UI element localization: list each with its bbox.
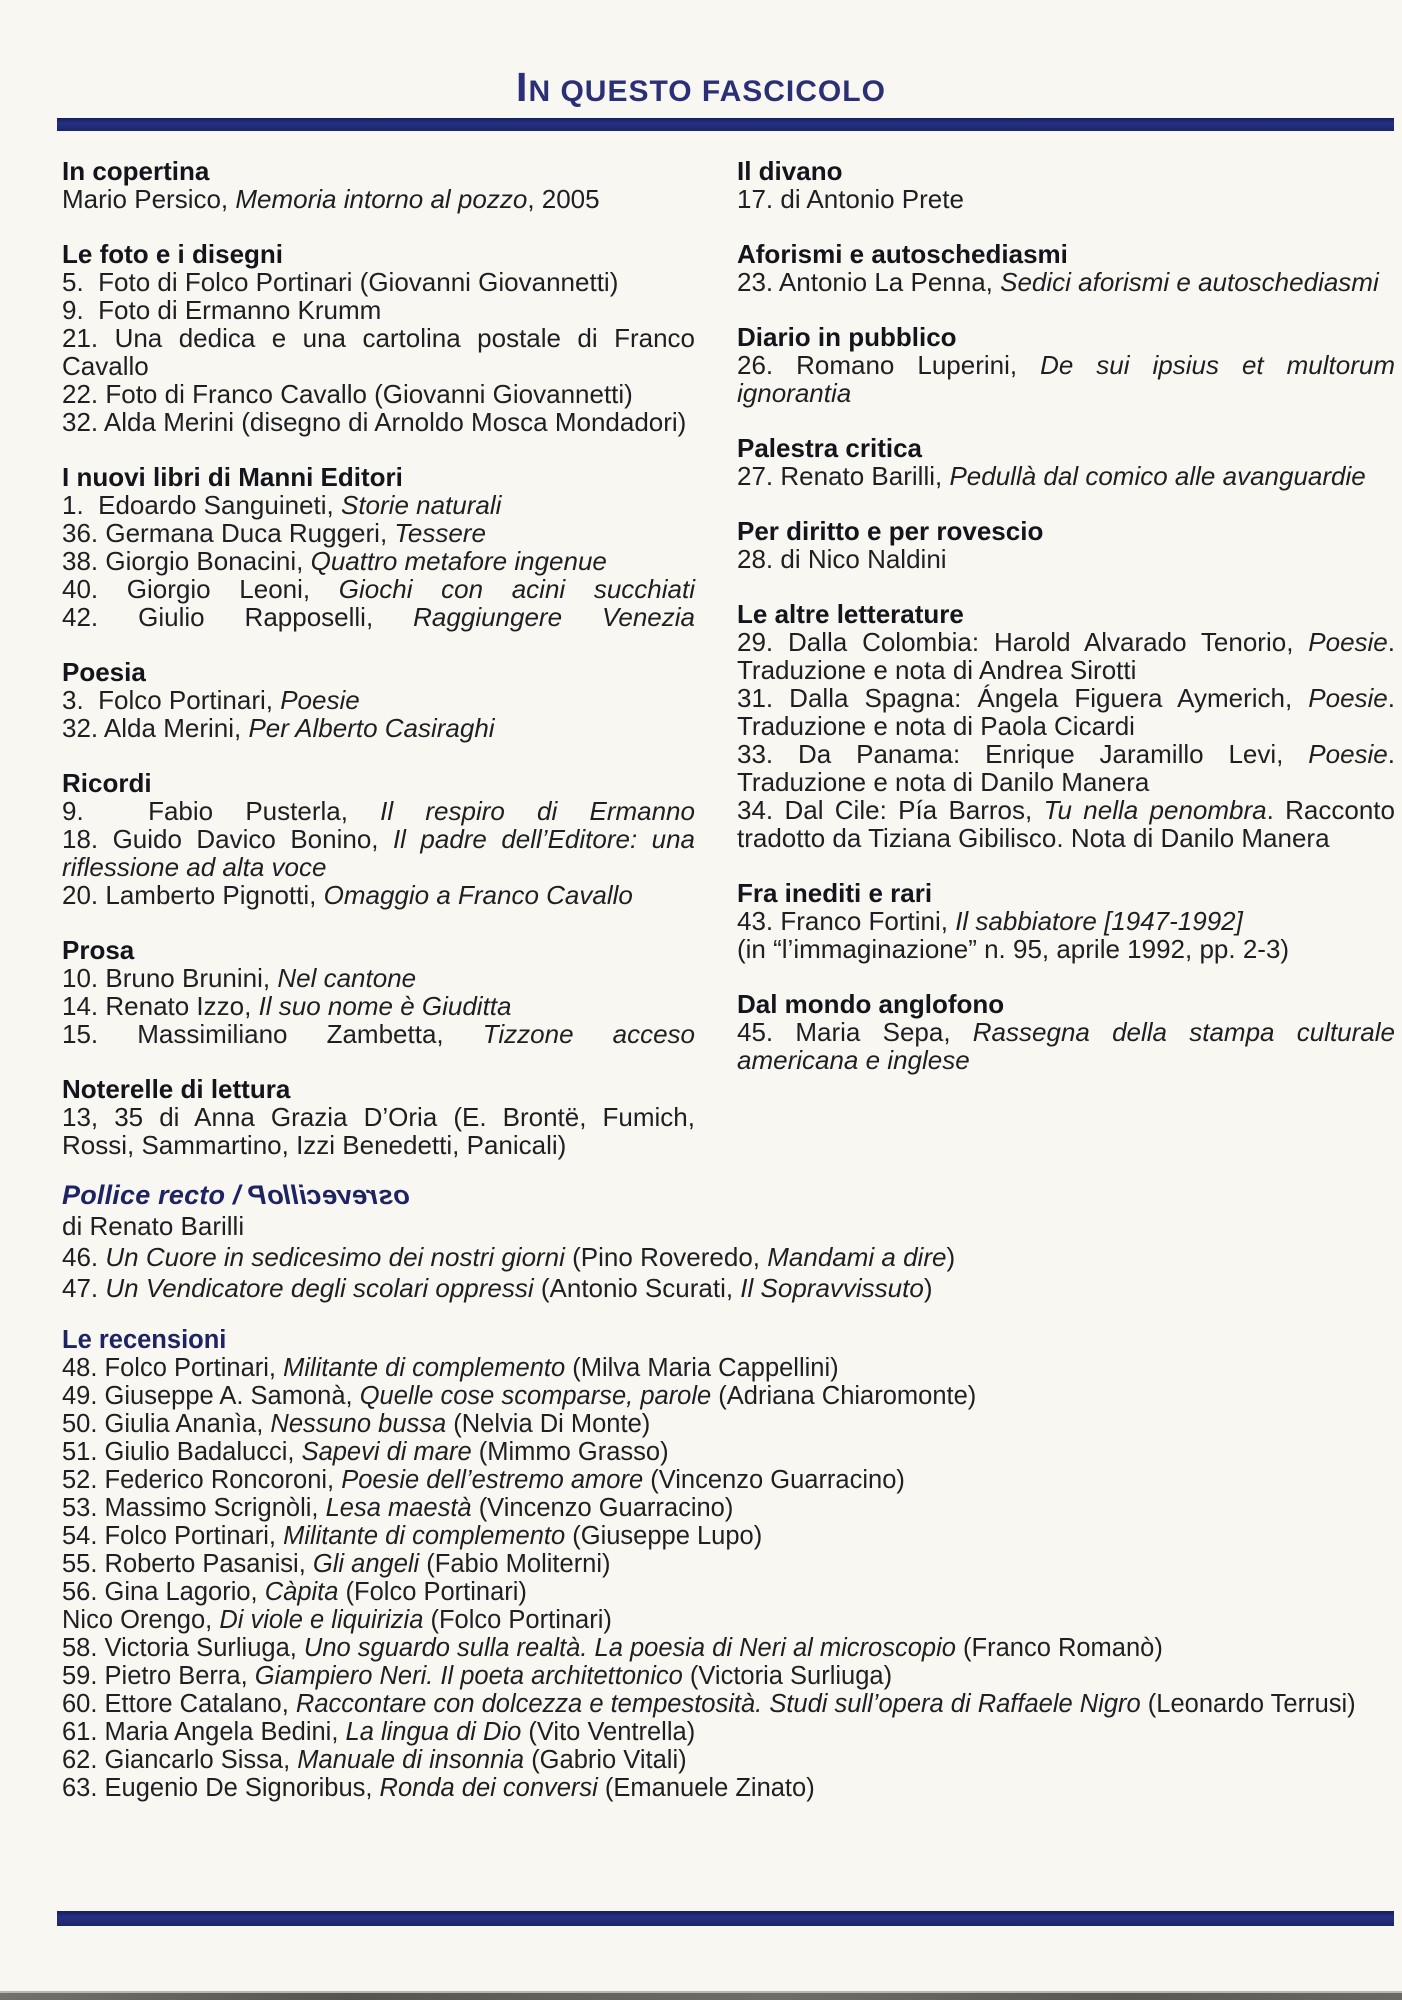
work-title: De sui ipsius et multorum ignorantia: [737, 350, 1395, 408]
work-title: Quattro metafore ingenue: [310, 546, 607, 576]
toc-item: [62, 547, 695, 575]
work-title: Un Vendicatore degli scolari oppressi: [105, 1273, 534, 1303]
entry-text: 14. Renato Izzo,: [62, 991, 259, 1021]
entry-text: 9. Foto di Ermanno Krumm: [62, 295, 382, 325]
toc-item: [62, 1438, 1395, 1466]
section-heading: [62, 658, 695, 686]
toc-item: [62, 1273, 1395, 1304]
toc-item: [62, 1103, 695, 1159]
work-title: Sedici aforismi e autoschediasmi: [1000, 267, 1379, 297]
entry-text: (Pino Roveredo,: [564, 1242, 768, 1272]
entry-text: 1. Edoardo Sanguineti,: [62, 490, 341, 520]
entry-text: 32. Alda Merini,: [62, 713, 249, 743]
work-title: Nel cantone: [277, 963, 417, 993]
toc-item: [62, 1211, 1395, 1242]
work-title: Raggiungere Venezia: [413, 602, 696, 632]
toc-section: [737, 240, 1395, 296]
section-heading: [62, 1075, 695, 1103]
entry-text: , 2005: [527, 184, 600, 214]
entry-text: 52. Federico Roncoroni,: [62, 1466, 342, 1494]
work-title: Poesie dell’estremo amore: [341, 1466, 644, 1494]
toc-item: [737, 796, 1395, 852]
entry-text: 48. Folco Portinari,: [62, 1354, 284, 1382]
entry-text: Palestra critica: [737, 433, 923, 463]
work-title: Gli angeli: [312, 1550, 420, 1578]
top-rule: [57, 118, 1394, 131]
toc-section: [737, 157, 1395, 213]
entry-text: 60. Ettore Catalano,: [62, 1690, 296, 1718]
toc-item: [62, 491, 695, 519]
section-heading: [62, 1179, 1395, 1211]
entry-text: 62. Giancarlo Sissa,: [62, 1746, 298, 1774]
toc-item: [62, 1690, 1395, 1718]
entry-text: (Vito Ventrella): [521, 1718, 696, 1746]
toc-section: [62, 1326, 1395, 1802]
entry-text: Nico Orengo,: [62, 1606, 220, 1634]
work-title: Quelle cose scomparse, parole: [359, 1382, 712, 1410]
toc-section: [62, 1075, 695, 1159]
entry-text: 3. Folco Portinari,: [62, 685, 281, 715]
entry-text: (Gabrio Vitali): [524, 1746, 687, 1774]
toc-item: [737, 462, 1395, 490]
toc-item: [62, 268, 695, 296]
toc-item: [62, 797, 695, 825]
entry-text: (Folco Portinari): [423, 1606, 612, 1634]
entry-text: 47.: [62, 1273, 106, 1303]
entry-text: 46.: [62, 1242, 106, 1272]
work-title: Giampiero Neri. Il poeta architettonico: [254, 1662, 683, 1690]
toc-item: [62, 185, 695, 213]
toc-item: [737, 185, 1395, 213]
work-title: Il sabbiatore [1947-1992]: [955, 906, 1243, 936]
entry-text: (Milva Maria Cappellini): [565, 1354, 839, 1382]
entry-text: (Adriana Chiaromonte): [711, 1382, 977, 1410]
entry-text: di Renato Barilli: [62, 1211, 245, 1241]
entry-text: (Vincenzo Guarracino): [471, 1494, 734, 1522]
work-title: Sapevi di mare: [301, 1438, 472, 1466]
toc-section: [62, 936, 695, 1048]
work-title: Memoria intorno al pozzo: [235, 184, 528, 214]
section-heading: [737, 990, 1395, 1018]
toc-item: [62, 575, 695, 603]
toc-section: [62, 463, 695, 631]
entry-text: 43. Franco Fortini,: [737, 906, 956, 936]
entry-text: (Victoria Surliuga): [682, 1662, 893, 1690]
entry-text: 53. Massimo Scrignòli,: [62, 1494, 326, 1522]
section-heading: [62, 463, 695, 491]
toc-item: [737, 545, 1395, 573]
entry-text: 58. Victoria Surliuga,: [62, 1634, 304, 1662]
entry-text: 31. Dalla Spagna: Ángela Figuera Aymerich,: [737, 683, 1309, 713]
work-title: Poesie: [1308, 739, 1388, 769]
work-title: Il respiro di Ermanno: [380, 796, 695, 826]
entry-text: (Mimmo Grasso): [471, 1438, 669, 1466]
entry-text: (Emanuele Zinato): [597, 1774, 815, 1802]
work-title: Il padre dell’Editore: una riflessione ad alta voce: [62, 824, 696, 882]
work-title: Manuale di insonnia: [297, 1746, 525, 1774]
toc-item: [737, 268, 1395, 296]
entry-text: Aforismi e autoschediasmi: [737, 239, 1068, 269]
right-column: [737, 157, 1395, 1159]
entry-text: 54. Folco Portinari,: [62, 1522, 284, 1550]
work-title: Il suo nome è Giuditta: [258, 991, 512, 1021]
entry-text: 10. Bruno Brunini,: [62, 963, 278, 993]
toc-item: [62, 519, 695, 547]
toc-section: [737, 990, 1395, 1074]
entry-text: Il divano: [737, 156, 843, 186]
entry-text: (Vincenzo Guarracino): [643, 1466, 905, 1494]
entry-text: 20. Lamberto Pignotti,: [62, 880, 324, 910]
work-title: Il Sopravvissuto: [740, 1273, 924, 1303]
work-title: La lingua di Dio: [345, 1718, 522, 1746]
toc-item: [62, 1242, 1395, 1273]
toc-item: [737, 935, 1395, 963]
toc-item: [62, 964, 695, 992]
entry-text: Dal mondo anglofono: [737, 989, 1005, 1019]
work-title: Poesie: [280, 685, 360, 715]
toc-section: [737, 600, 1395, 852]
entry-text: . Traduzione e nota di Danilo Manera: [737, 739, 1395, 797]
left-column: [62, 157, 695, 1159]
entry-text: In copertina: [62, 156, 210, 186]
page-title-initial: I: [516, 64, 529, 110]
entry-text: 22. Foto di Franco Cavallo (Giovanni Giovannetti): [62, 379, 633, 409]
section-heading: [737, 879, 1395, 907]
entry-text: . Traduzione e nota di Paola Cicardi: [737, 683, 1395, 741]
entry-text: 51. Giulio Badalucci,: [62, 1438, 302, 1466]
toc-item: [62, 686, 695, 714]
toc-section: [737, 879, 1395, 963]
toc-item: [62, 603, 695, 631]
entry-text: (in “l’immaginazione” n. 95, aprile 1992, pp. 2-3): [737, 934, 1290, 964]
toc-item: [62, 1550, 1395, 1578]
entry-text: 34. Dal Cile: Pía Barros,: [737, 795, 1044, 825]
entry-text: Poesia: [62, 657, 146, 687]
work-title: Mandami a dire: [767, 1242, 947, 1272]
entry-text: 17. di Antonio Prete: [737, 184, 964, 214]
entry-text: Le recensioni: [62, 1326, 227, 1354]
section-heading: [62, 936, 695, 964]
work-title: Militante di complemento: [283, 1354, 566, 1382]
toc-item: [62, 324, 695, 380]
section-heading: [62, 1326, 1395, 1354]
toc-item: [737, 907, 1395, 935]
toc-section: [62, 240, 695, 436]
section-heading: [737, 323, 1395, 351]
toc-item: [62, 1020, 695, 1048]
toc-section: [62, 157, 695, 213]
page-title: [0, 64, 1402, 110]
entry-text: 18. Guido Davico Bonino,: [62, 824, 393, 854]
entry-text: Per diritto e per rovescio: [737, 516, 1044, 546]
entry-text: 45. Maria Sepa,: [737, 1017, 973, 1047]
work-title: Giochi con acini succhiati: [338, 574, 696, 604]
entry-text: 5. Foto di Folco Portinari (Giovanni Giovannetti): [62, 267, 619, 297]
work-title: Omaggio a Franco Cavallo: [323, 880, 633, 910]
entry-text: Diario in pubblico: [737, 322, 957, 352]
toc-section: [62, 769, 695, 909]
toc-item: [62, 408, 695, 436]
entry-text: 42. Giulio Rapposelli,: [62, 602, 414, 632]
section-heading: [737, 434, 1395, 462]
section-heading: [737, 157, 1395, 185]
mirrored-text: Polliceverso: [248, 1180, 410, 1210]
entry-text: 26. Romano Luperini,: [737, 350, 1041, 380]
page-title-rest: N QUESTO FASCICOLO: [528, 75, 886, 108]
toc-item: [737, 351, 1395, 407]
entry-text: 9. Fabio Pusterla,: [62, 796, 381, 826]
section-heading: [737, 600, 1395, 628]
toc-item: [62, 825, 695, 881]
toc-item: [62, 1746, 1395, 1774]
entry-text: (Franco Romanò): [955, 1634, 1163, 1662]
contents-columns: [62, 157, 1395, 1159]
toc-item: [62, 1410, 1395, 1438]
entry-text: 61. Maria Angela Bedini,: [62, 1718, 346, 1746]
toc-section: [737, 323, 1395, 407]
section-heading: [737, 517, 1395, 545]
toc-item: [62, 1662, 1395, 1690]
entry-text: I nuovi libri di Manni Editori: [62, 462, 403, 492]
entry-text: . Racconto tradotto da Tiziana Gibilisco. Nota di Danilo Manera: [737, 795, 1395, 853]
entry-text: 38. Giorgio Bonacini,: [62, 546, 311, 576]
toc-item: [62, 881, 695, 909]
toc-item: [62, 1522, 1395, 1550]
entry-text: (Folco Portinari): [338, 1578, 527, 1606]
entry-text: Mario Persico,: [62, 184, 236, 214]
work-title: Ronda dei conversi: [379, 1774, 598, 1802]
work-title: Tizzone acceso: [482, 1019, 695, 1049]
entry-text: (Giuseppe Lupo): [565, 1522, 763, 1550]
section-heading: [62, 157, 695, 185]
toc-item: [62, 992, 695, 1020]
work-title: Militante di complemento: [283, 1522, 566, 1550]
entry-text: 29. Dalla Colombia: Harold Alvarado Tenorio,: [737, 627, 1309, 657]
toc-item: [62, 1382, 1395, 1410]
entry-text: 32. Alda Merini (disegno di Arnoldo Mosca Mondadori): [62, 407, 687, 437]
work-title: Uno sguardo sulla realtà. La poesia di Neri al microscopio: [303, 1634, 956, 1662]
entry-text: (Fabio Moliterni): [419, 1550, 611, 1578]
toc-item: [62, 380, 695, 408]
toc-item: [737, 740, 1395, 796]
entry-text: 13, 35 di Anna Grazia D’Oria (E. Brontë, Fumich, Rossi, Sammartino, Izzi Benedetti, Panicali): [62, 1102, 695, 1160]
toc-item: [737, 1018, 1395, 1074]
entry-text: 63. Eugenio De Signoribus,: [62, 1774, 380, 1802]
work-title: Storie naturali: [340, 490, 502, 520]
work-title: Rassegna della stampa culturale americana e inglese: [737, 1017, 1395, 1075]
entry-text: 50. Giulia Ananìa,: [62, 1410, 271, 1438]
work-title: Per Alberto Casiraghi: [248, 713, 495, 743]
toc-item: [62, 1634, 1395, 1662]
entry-text: 21. Una dedica e una cartolina postale di Franco Cavallo: [62, 323, 695, 381]
entry-text: Pollice recto /: [62, 1180, 249, 1210]
work-title: Un Cuore in sedicesimo dei nostri giorni: [105, 1242, 565, 1272]
section-heading: [737, 240, 1395, 268]
entry-text: 36. Germana Duca Ruggeri,: [62, 518, 395, 548]
toc-item: [62, 1466, 1395, 1494]
entry-text: Le foto e i disegni: [62, 239, 284, 269]
entry-text: (Leonardo Terrusi): [1140, 1690, 1356, 1718]
work-title: Poesie: [1308, 627, 1388, 657]
toc-item: [62, 1494, 1395, 1522]
work-title: Tessere: [394, 518, 486, 548]
entry-text: 15. Massimiliano Zambetta,: [62, 1019, 483, 1049]
work-title: Di viole e liquirizia: [219, 1606, 424, 1634]
work-title: Poesie: [1308, 683, 1388, 713]
bottom-section: [62, 1179, 1395, 1802]
scan-bottom-edge: [0, 1993, 1402, 2000]
toc-section: [737, 434, 1395, 490]
entry-text: 27. Renato Barilli,: [737, 461, 950, 491]
bottom-rule: [57, 1911, 1394, 1926]
entry-text: 49. Giuseppe A. Samonà,: [62, 1382, 360, 1410]
entry-text: ): [946, 1242, 956, 1272]
toc-item: [737, 628, 1395, 684]
toc-item: [62, 1578, 1395, 1606]
section-heading: [62, 240, 695, 268]
toc-section: [737, 517, 1395, 573]
work-title: Càpita: [264, 1578, 339, 1606]
work-title: Lesa maestà: [325, 1494, 472, 1522]
entry-text: 40. Giorgio Leoni,: [62, 574, 339, 604]
entry-text: 59. Pietro Berra,: [62, 1662, 255, 1690]
toc-item: [62, 1774, 1395, 1802]
toc-item: [62, 1354, 1395, 1382]
entry-text: . Traduzione e nota di Andrea Sirotti: [737, 627, 1395, 685]
toc-item: [62, 714, 695, 742]
entry-text: Prosa: [62, 935, 135, 965]
work-title: Tu nella penombra: [1043, 795, 1267, 825]
entry-text: 23. Antonio La Penna,: [737, 267, 1001, 297]
entry-text: 33. Da Panama: Enrique Jaramillo Levi,: [737, 739, 1309, 769]
toc-item: [62, 296, 695, 324]
masthead: [0, 0, 1402, 131]
entry-text: Fra inediti e rari: [737, 878, 933, 908]
section-heading: [62, 769, 695, 797]
entry-text: Noterelle di lettura: [62, 1074, 291, 1104]
entry-text: 56. Gina Lagorio,: [62, 1578, 265, 1606]
entry-text: (Antonio Scurati,: [533, 1273, 741, 1303]
entry-text: ): [923, 1273, 933, 1303]
toc-item: [62, 1606, 1395, 1634]
toc-item: [62, 1718, 1395, 1746]
work-title: Pedullà dal comico alle avanguardie: [949, 461, 1366, 491]
toc-section: [62, 658, 695, 742]
toc-item: [737, 684, 1395, 740]
entry-text: 55. Roberto Pasanisi,: [62, 1550, 313, 1578]
entry-text: Ricordi: [62, 768, 152, 798]
toc-section: [62, 1179, 1395, 1304]
work-title: Nessuno bussa: [270, 1410, 447, 1438]
entry-text: 28. di Nico Naldini: [737, 544, 947, 574]
entry-text: (Nelvia Di Monte): [446, 1410, 651, 1438]
entry-text: Le altre letterature: [737, 599, 964, 629]
work-title: Raccontare con dolcezza e tempestosità. Studi sull’opera di Raffaele Nigro: [295, 1690, 1141, 1718]
